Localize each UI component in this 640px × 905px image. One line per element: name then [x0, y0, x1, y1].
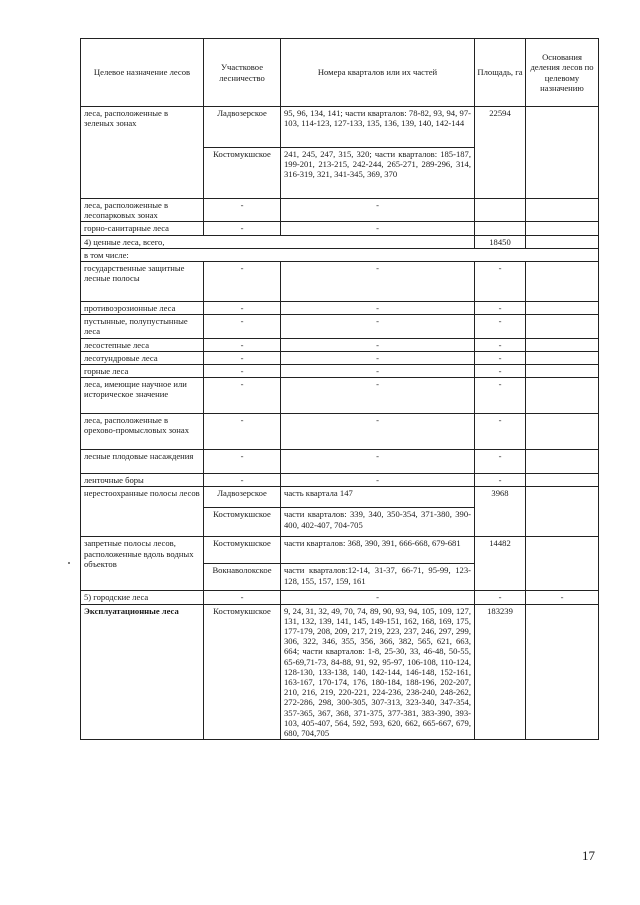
- area-cell: [475, 199, 526, 222]
- table-row: [81, 537, 599, 564]
- basis-cell: [526, 262, 599, 302]
- forestry-cell: Ладвозерское: [204, 487, 281, 508]
- basis-cell: [526, 414, 599, 450]
- forestry-cell: -: [204, 378, 281, 414]
- table-row: [81, 199, 599, 222]
- purpose-cell: лесостепные леса: [81, 338, 204, 351]
- basis-cell: [526, 222, 599, 235]
- quarters-cell: части кварталов: 339, 340, 350-354, 371-380, 390-400, 402-407, 704-705: [281, 508, 475, 537]
- area-cell: -: [475, 315, 526, 338]
- header-row: [81, 39, 599, 107]
- area-cell: -: [475, 474, 526, 487]
- quarters-cell: -: [281, 351, 475, 364]
- forestry-cell: -: [204, 450, 281, 474]
- purpose-cell: горные леса: [81, 365, 204, 378]
- purpose-cell: горно-санитарные леса: [81, 222, 204, 235]
- basis-cell: [526, 107, 599, 199]
- table-row: [81, 378, 599, 414]
- basis-cell: [526, 378, 599, 414]
- table-row: [81, 248, 599, 261]
- quarters-cell: -: [281, 591, 475, 604]
- quarters-cell: -: [281, 315, 475, 338]
- purpose-cell: лесотундровые леса: [81, 351, 204, 364]
- forestry-cell: -: [204, 315, 281, 338]
- table-row: [81, 591, 599, 604]
- table-row: [81, 351, 599, 364]
- table-row: [81, 414, 599, 450]
- basis-cell: [526, 450, 599, 474]
- purpose-cell: лесные плодовые насаждения: [81, 450, 204, 474]
- forestry-cell: -: [204, 414, 281, 450]
- forestry-cell: -: [204, 351, 281, 364]
- table-row: [81, 365, 599, 378]
- forestry-cell: -: [204, 365, 281, 378]
- forestry-cell: -: [204, 222, 281, 235]
- purpose-cell: противоэрозионные леса: [81, 302, 204, 315]
- basis-cell: [526, 351, 599, 364]
- basis-cell: [526, 199, 599, 222]
- scan-speck: [68, 562, 70, 564]
- area-cell: -: [475, 591, 526, 604]
- area-cell: 183239: [475, 604, 526, 740]
- purpose-cell: нерестоохранные полосы лесов: [81, 487, 204, 537]
- purpose-cell: Эксплуатационные леса: [81, 604, 204, 740]
- quarters-cell: -: [281, 338, 475, 351]
- forestry-cell: -: [204, 302, 281, 315]
- basis-cell: [526, 604, 599, 740]
- purpose-cell: леса, расположенные в орехово-промысловых зонах: [81, 414, 204, 450]
- table-row: [81, 604, 599, 740]
- basis-cell: [526, 302, 599, 315]
- quarters-cell: -: [281, 474, 475, 487]
- purpose-cell: 5) городские леса: [81, 591, 204, 604]
- basis-cell: [526, 365, 599, 378]
- forestry-cell: -: [204, 262, 281, 302]
- purpose-cell: пустынные, полупустынные леса: [81, 315, 204, 338]
- forest-purpose-table: [80, 38, 599, 740]
- page-number: 17: [582, 848, 595, 863]
- header-forestry: Участковое лесничество: [204, 39, 281, 107]
- forestry-cell: Вокнаволокское: [204, 564, 281, 591]
- area-cell: -: [475, 351, 526, 364]
- forestry-cell: -: [204, 199, 281, 222]
- purpose-cell: леса, имеющие научное или историческое значение: [81, 378, 204, 414]
- forestry-cell: Костомукшское: [204, 537, 281, 564]
- table-row: [81, 107, 599, 148]
- forestry-cell: Костомукшское: [204, 604, 281, 740]
- area-cell: 14482: [475, 537, 526, 591]
- header-basis: Основания деления лесов по целевому назначению: [526, 39, 599, 107]
- quarters-cell: 95, 96, 134, 141; части кварталов: 78-82, 93, 94, 97-103, 114-123, 127-133, 135, 136, 139, 140, 142-144: [281, 107, 475, 148]
- basis-cell: [526, 315, 599, 338]
- table-row: [81, 302, 599, 315]
- purpose-cell: леса, расположенные в лесопарковых зонах: [81, 199, 204, 222]
- basis-cell: [526, 537, 599, 591]
- table-row: [81, 487, 599, 508]
- forestry-cell: Ладвозерское: [204, 107, 281, 148]
- basis-cell: [526, 338, 599, 351]
- area-cell: -: [475, 378, 526, 414]
- table-row: [81, 262, 599, 302]
- purpose-cell: государственные защитные лесные полосы: [81, 262, 204, 302]
- purpose-cell: ленточные боры: [81, 474, 204, 487]
- forestry-cell: Костомукшское: [204, 148, 281, 199]
- table-row: [81, 338, 599, 351]
- basis-cell: [526, 487, 599, 537]
- quarters-cell: -: [281, 450, 475, 474]
- quarters-cell: 9, 24, 31, 32, 49, 70, 74, 89, 90, 93, 94, 105, 109, 127, 131, 132, 139, 141, 145, 149-151, 162, 168, 169, 175, 177-179, 208, 209, 217, 219, 223, 237, 246, 297, 299, 306, 322, 346, 355, 356, 366, 382, 565, 621, 663, 664; части кварталов: 1-8, 25-30, 33, 46-48, 50-55, 65-69,71-73, 84-88, 91, 92, 95-97, 106-108, 110-124, 128-130, 133-138, 140, 142-144, 146-148, 152-161, 163-167, 170-174, 176, 180-184, 188-196, 202-207, 210, 216, 219, 220-221, 224-236, 238-240, 248-262, 272-286, 298, 300-305, 307-313, 323-340, 347-354, 357-365, 367, 368, 371-375, 377-381, 383-390, 393-103, 405-407, 564, 592, 593, 620, 662, 665-667, 679, 680, 704,705: [281, 604, 475, 740]
- quarters-cell: части кварталов: 368, 390, 391, 666-668, 679-681: [281, 537, 475, 564]
- quarters-cell: части кварталов:12-14, 31-37, 66-71, 95-99, 123-128, 155, 157, 159, 161: [281, 564, 475, 591]
- quarters-cell: -: [281, 378, 475, 414]
- forestry-cell: -: [204, 591, 281, 604]
- basis-cell: [526, 474, 599, 487]
- forestry-cell: -: [204, 338, 281, 351]
- table-row: [81, 315, 599, 338]
- purpose-cell: запретные полосы лесов, расположенные вдоль водных объектов: [81, 537, 204, 591]
- table-row: [81, 450, 599, 474]
- quarters-cell: -: [281, 222, 475, 235]
- area-cell: -: [475, 414, 526, 450]
- area-cell: -: [475, 338, 526, 351]
- header-quarters: Номера кварталов или их частей: [281, 39, 475, 107]
- quarters-cell: -: [281, 199, 475, 222]
- area-cell: 3968: [475, 487, 526, 537]
- area-cell: -: [475, 262, 526, 302]
- quarters-cell: -: [281, 365, 475, 378]
- quarters-cell: 241, 245, 247, 315, 320; части кварталов: 185-187, 199-201, 213-215, 242-244, 265-271, 289-296, 314, 316-319, 321, 341-345, 369, 370: [281, 148, 475, 199]
- table-row: [81, 235, 599, 248]
- table-row: [81, 474, 599, 487]
- area-cell: -: [475, 302, 526, 315]
- forestry-cell: -: [204, 474, 281, 487]
- quarters-cell: -: [281, 262, 475, 302]
- area-cell: [475, 222, 526, 235]
- header-area: Площадь, га: [475, 39, 526, 107]
- basis-cell: [526, 235, 599, 248]
- forestry-cell: Костомукшское: [204, 508, 281, 537]
- area-cell: 22594: [475, 107, 526, 199]
- quarters-cell: часть квартала 147: [281, 487, 475, 508]
- area-cell: -: [475, 365, 526, 378]
- basis-cell: -: [526, 591, 599, 604]
- including-label: в том числе:: [81, 248, 599, 261]
- valuable-forests-label: 4) ценные леса, всего,: [81, 235, 475, 248]
- quarters-cell: -: [281, 414, 475, 450]
- table-row: [81, 222, 599, 235]
- header-purpose: Целевое назначение лесов: [81, 39, 204, 107]
- area-cell: 18450: [475, 235, 526, 248]
- area-cell: -: [475, 450, 526, 474]
- quarters-cell: -: [281, 302, 475, 315]
- purpose-cell: леса, расположенные в зеленых зонах: [81, 107, 204, 199]
